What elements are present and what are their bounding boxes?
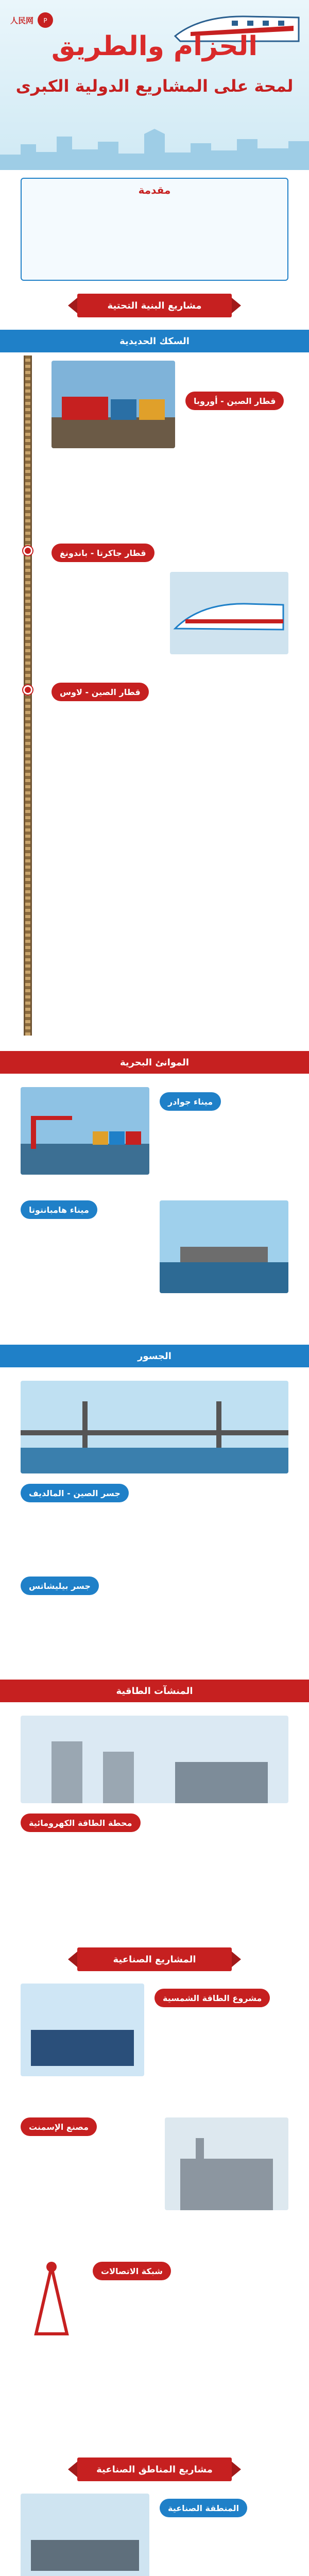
port-1-title: ميناء جوادر [160,1092,221,1111]
section-energy: المنشآت الطاقية [0,1680,309,1702]
port-2-photo [160,1200,288,1293]
page-title: الحزام والطريق [51,31,258,62]
intro-heading: مقدمة [138,184,171,196]
section-industrial-parks: مشاريع المناطق الصناعية [77,2458,232,2481]
rail-1-title: قطار الصين - أوروبا [185,392,284,410]
bridge-1-photo [21,1381,288,1473]
rail-stop-dot [23,546,32,555]
highspeed-train-image [170,572,288,654]
section-industrial: المشاريع الصناعية [77,1947,232,1971]
section-bridges: الجسور [0,1345,309,1367]
svg-text:P: P [43,17,47,24]
ind-1-title: مشروع الطاقة الشمسية [154,1989,270,2007]
header-banner [0,0,309,170]
bridge-2-title: جسر بيليشاتس [21,1577,99,1595]
ind-3-icon [21,2257,82,2339]
rail-track [24,355,32,1036]
energy-1-title: محطة الطاقة الكهرومائية [21,1814,141,1832]
energy-1-photo [21,1716,288,1803]
logo-icon [37,11,54,29]
port-2-title: ميناء هامبانتوتا [21,1200,97,1219]
logo-text: 人民网 [10,15,34,25]
harbor-image [160,1200,288,1293]
bridge-1-title: جسر الصين - المالديف [21,1484,129,1502]
ind-1-photo [21,1984,144,2076]
page-subtitle: لمحة على المشاريع الدولية الكبرى [15,76,294,96]
logo [10,11,54,29]
tower-icon [21,2257,82,2339]
industrial-park-image [21,2494,149,2576]
ind-2-title: مصنع الإسمنت [21,2117,97,2136]
solar-panels-image [21,1984,144,2076]
ind-2-photo [165,2117,288,2210]
rail-3-title: قطار الصين - لاوس [52,683,149,701]
ind-3-title: شبكة الاتصالات [93,2262,171,2280]
rail-2-title: قطار جاكرتا - باندونغ [52,544,154,562]
container-port-image [21,1087,149,1175]
power-plant-image [21,1716,288,1803]
rail-stop-dot [23,685,32,694]
intro-box [21,178,288,281]
rail-1-photo [52,361,175,448]
bridge-image [21,1381,288,1473]
header-skyline [0,118,309,170]
port-1-photo [21,1087,149,1175]
freight-train-image [52,361,175,448]
factory-image [165,2117,288,2210]
section-ports: الموانئ البحرية [0,1051,309,1074]
section-infra: مشاريع البنية التحتية [77,294,232,317]
park-1-title: المنطقة الصناعية [160,2499,247,2517]
rail-2-photo [170,572,288,654]
park-1-photo [21,2494,149,2576]
section-railways: السكك الحديدية [0,330,309,352]
